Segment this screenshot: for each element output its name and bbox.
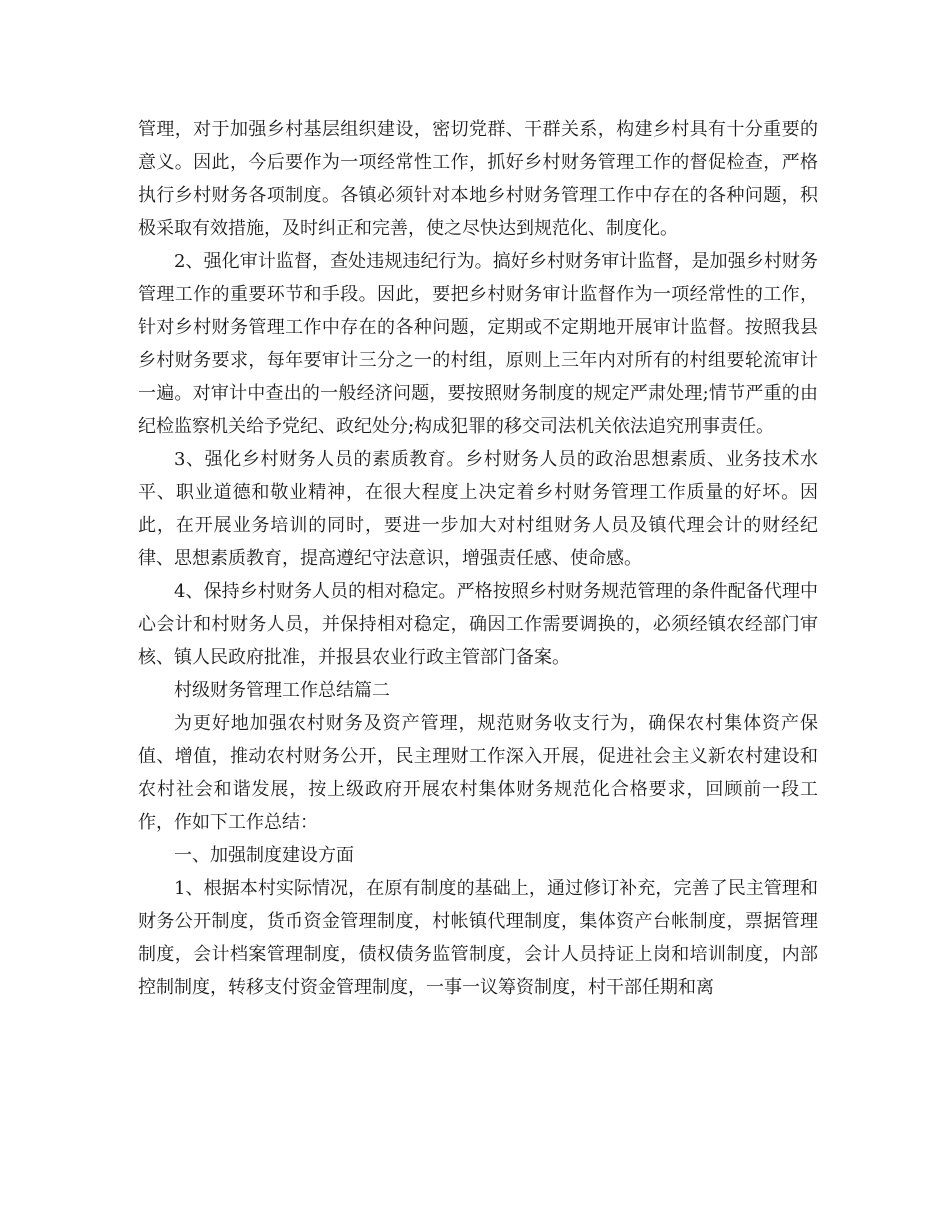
paragraph-2: 2、强化审计监督，查处违规违纪行为。搞好乡村财务审计监督，是加强乡村财务管理工作的重要环节和手段。因此，要把乡村财务审计监督作为一项经常性的工作，针对乡村财务管理工作中存在的各种问题，定期或不定期地开展审计监督。按照我县乡村财务要求，每年要审计三分之一的村组，原则上三年内对所有的村组要轮流审计一遍。对审计中查出的一般经济问题，要按照财务制度的规定严肃处理;情节严重的由纪检监察机关给予党纪、政纪处分;构成犯罪的移交司法机关依法追究刑事责任。 [138,251,818,437]
paragraph-6: 1、根据本村实际情况，在原有制度的基础上，通过修订补充，完善了民主管理和财务公开制度，货币资金管理制度，村帐镇代理制度，集体资产台帐制度，票据管理制度，会计档案管理制度，债权债务监管制度，会计人员持证上岗和培训制度，内部控制制度，转移支付资金管理制度，一事一议筹资制度，村干部任期和离 [138,878,818,998]
document-body [138,113,818,1004]
paragraph-1: 管理，对于加强乡村基层组织建设，密切党群、干群关系，构建乡村具有十分重要的意义。因此，今后要作为一项经常性工作，抓好乡村财务管理工作的督促检查，严格执行乡村财务各项制度。各镇必须针对本地乡村财务管理工作中存在的各种问题，积极采取有效措施，及时纠正和完善，使之尽快达到规范化、制度化。 [138,119,818,239]
paragraph-3: 3、强化乡村财务人员的素质教育。乡村财务人员的政治思想素质、业务技术水平、职业道德和敬业精神，在很大程度上决定着乡村财务管理工作质量的好坏。因此，在开展业务培训的同时，要进一步加大对村组财务人员及镇代理会计的财经纪律、思想素质教育，提高遵纪守法意识，增强责任感、使命感。 [138,449,818,569]
paragraph-4: 4、保持乡村财务人员的相对稳定。严格按照乡村财务规范管理的条件配备代理中心会计和村财务人员，并保持相对稳定，确因工作需要调换的，必须经镇农经部门审核、镇人民政府批准，并报县农业行政主管部门备案。 [138,581,818,668]
section-title: 村级财务管理工作总结篇二 [174,680,390,701]
paragraph-5: 为更好地加强农村财务及资产管理，规范财务收支行为，确保农村集体资产保值、增值，推动农村财务公开，民主理财工作深入开展，促进社会主义新农村建设和农村社会和谐发展，按上级政府开展农村集体财务规范化合格要求，回顾前一段工作，作如下工作总结： [138,713,818,833]
subsection-heading: 一、加强制度建设方面 [174,845,354,866]
